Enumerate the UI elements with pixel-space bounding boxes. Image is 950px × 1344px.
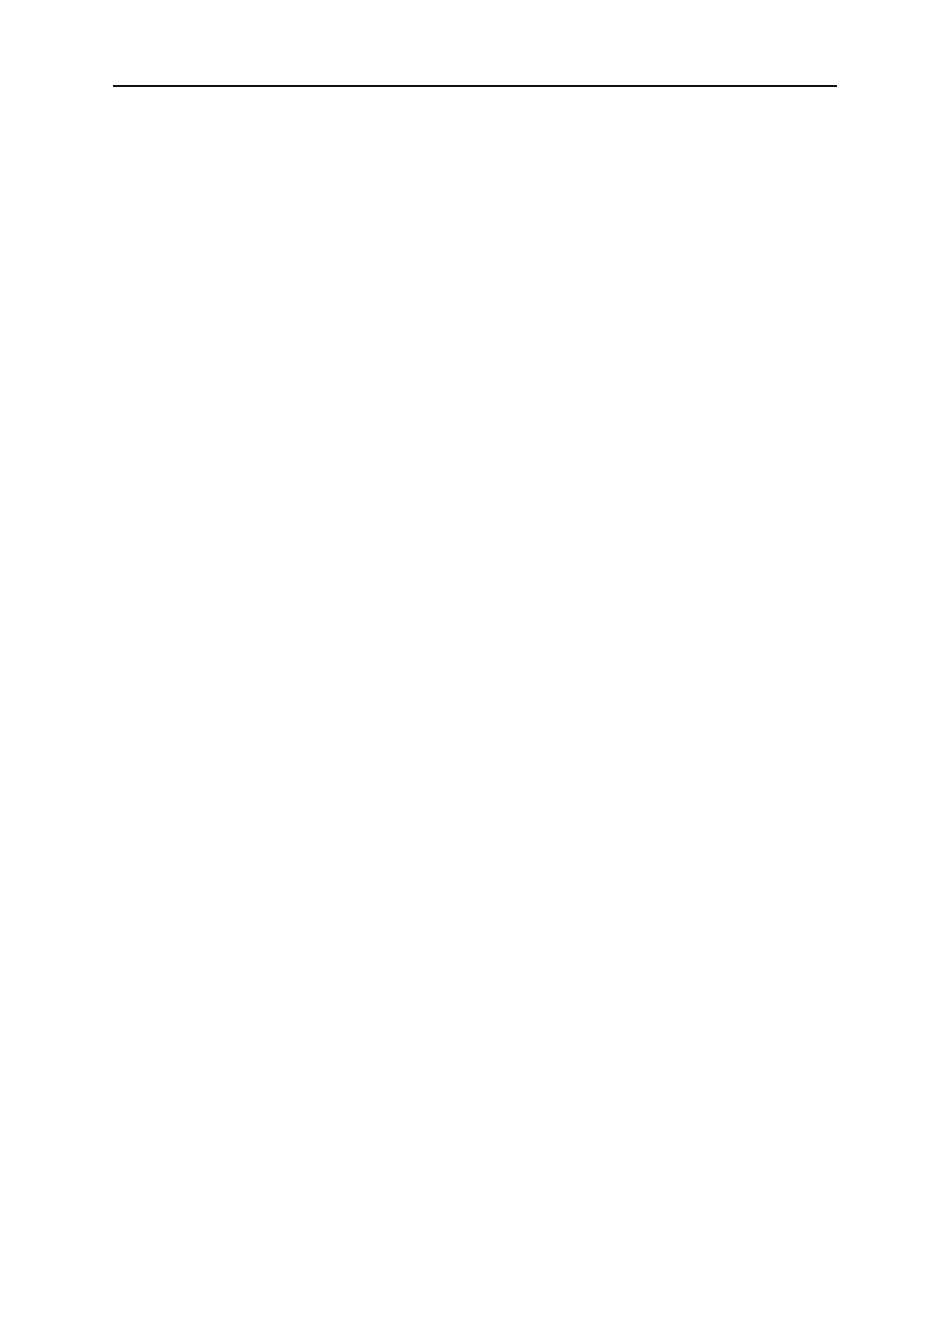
chapter-3-heading: [113, 1033, 837, 1063]
header-divider: [113, 85, 837, 87]
section-2-4: [113, 379, 837, 380]
chapter-3: [113, 1033, 837, 1066]
